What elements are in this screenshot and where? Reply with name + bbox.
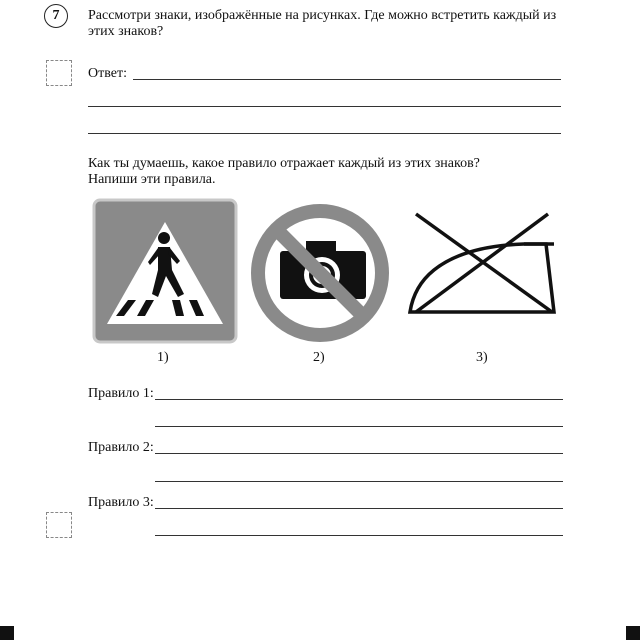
answer-line-2[interactable] [88, 106, 561, 107]
rule-3-line-2[interactable] [155, 535, 563, 536]
rule-1-label: Правило 1: [88, 386, 154, 401]
pedestrian-crossing-sign-icon [92, 198, 238, 344]
rule-2-line-2[interactable] [155, 481, 563, 482]
answer-label: Ответ: [88, 66, 127, 81]
do-not-iron-sign-icon [404, 208, 560, 320]
rule-1-line-2[interactable] [155, 426, 563, 427]
rule-3-label: Правило 3: [88, 495, 154, 510]
frame-corner-left [0, 626, 14, 640]
question-text: Рассмотри знаки, изображённые на рисунках. Где можно встретить каждый из этих знаков? [88, 8, 557, 39]
no-photography-sign-icon [250, 203, 390, 343]
frame-corner-right [626, 626, 640, 640]
rule-3-line-1[interactable] [155, 508, 563, 509]
score-box-1 [46, 60, 72, 86]
rule-2-label: Правило 2: [88, 440, 154, 455]
sign-caption-3: 3) [476, 350, 488, 365]
sign-caption-1: 1) [157, 350, 169, 365]
sign-caption-2: 2) [313, 350, 325, 365]
rule-1-line-1[interactable] [155, 399, 563, 400]
rule-2-line-1[interactable] [155, 453, 563, 454]
task-number: 7 [44, 4, 68, 28]
answer-line-1[interactable] [133, 79, 561, 80]
answer-line-3[interactable] [88, 133, 561, 134]
score-box-2 [46, 512, 72, 538]
prompt-line-1: Как ты думаешь, какое правило отражает каждый из этих знаков? [88, 156, 480, 171]
prompt-line-2: Напиши эти правила. [88, 172, 216, 187]
